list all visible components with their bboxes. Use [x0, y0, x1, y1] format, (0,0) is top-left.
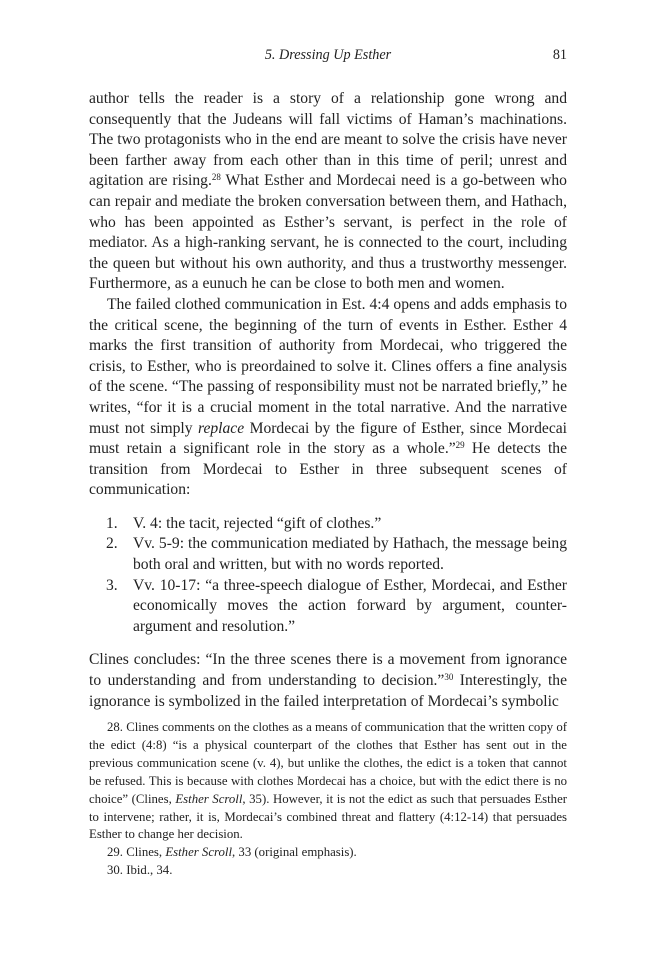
- list-item-text: Vv. 10-17: “a three-speech dialogue of Esther, Mordecai, and Esther economically moves the action forward by argument, counter-argument and resolution.”: [133, 576, 567, 635]
- footnotes: [89, 719, 567, 880]
- footnote-28: [89, 719, 567, 844]
- paragraph-2-text: The failed clothed communication in Est. 4:4 opens and adds emphasis to the critical scene, the beginning of the turn of events in Esther. Esther 4 marks the first transition of authority from Mordecai, who triggered the crisis, to Esther, who is preordained to solve it. Clines offers a fine analysis of the scene. “The passing of responsibility must not be narrated briefly,” he writes, “for it is a crucial moment in the total narrative. And the narrative must not simply: [89, 295, 567, 437]
- running-head: 5. Dressing Up Esther: [264, 47, 392, 63]
- scene-list: [89, 514, 567, 638]
- list-number: 3.: [106, 576, 118, 594]
- list-number: 2.: [106, 535, 118, 553]
- footnote-30: [89, 862, 567, 880]
- footnote-ref-29: 29: [455, 440, 465, 451]
- list-item: [89, 534, 567, 575]
- list-number: 1.: [106, 514, 118, 532]
- footnote-text-cont: , 33 (original emphasis).: [232, 845, 357, 860]
- paragraph-2-text-end: He detects the transition from Mordecai to Esther in three subsequent scenes of communication:: [89, 440, 567, 499]
- paragraph-2-text-cont: Mordecai by the figure of Esther, since Mordecai must retain a significant role in the story as a whole.”: [89, 419, 568, 458]
- paragraph-3-text: Clines concludes: “In the three scenes there is a movement from ignorance to understanding and from understanding to decision.”: [89, 651, 567, 690]
- paragraph-2-emphasis: replace: [197, 419, 245, 437]
- footnote-29: [89, 844, 567, 862]
- paragraph-1-text: author tells the reader is a story of a relationship gone wrong and consequently that the Judeans will fall victims of Haman’s machinations. The two protagonists who in the end are meant to solve the crisis have never been farther away from each other than in this time of peril; unrest and agitation are rising.: [89, 90, 567, 190]
- list-item: [89, 576, 567, 638]
- paragraph-3-text-cont: Interestingly, the ignorance is symbolized in the failed interpretation of Mordecai’s symbolic: [89, 672, 567, 710]
- list-item: [89, 514, 567, 535]
- list-item-text: V. 4: the tacit, rejected “gift of clothes.”: [133, 514, 382, 532]
- footnote-text: Clines,: [123, 845, 166, 860]
- footnote-text: Clines comments on the clothes as a means of communication that the written copy of the edict (4:8) “is a physical counterpart of the clothes that Esther has sent out in the previous communication scene (v. 4), but unlike the clothes, the edict is a token that cannot be refused. This is because with clothes Mordecai has a choice, but with the edict there is no choice” (Clines,: [89, 720, 567, 806]
- paragraph-1: [89, 89, 567, 295]
- footnote-ref-30: 30: [444, 672, 454, 683]
- paragraph-2: [89, 295, 567, 501]
- footnote-number: 30.: [107, 863, 123, 878]
- main-text: [89, 89, 567, 712]
- footnote-book-title: Esther Scroll: [165, 845, 233, 860]
- footnote-book-title: Esther Scroll: [175, 791, 243, 806]
- page-number: 81: [552, 47, 567, 63]
- footnote-text-cont: , 35). However, it is not the edict as such that persuades Esther to intervene; rather, it is, Mordecai’s combined threat and flattery (4:12-14) that persuades Esther to change her decision.: [89, 791, 568, 842]
- footnote-ref-28: 28: [211, 172, 221, 183]
- footnote-number: 29.: [107, 845, 123, 860]
- footnote-number: 28.: [107, 720, 123, 734]
- paragraph-1-text-cont: What Esther and Mordecai need is a go-between who can repair and mediate the broken conversation between them, and Hathach, who has been appointed as Esther’s servant, is perfect in the role of mediator. As a high-ranking servant, he is connected to the court, including the queen but without his own authority, and thus a trustworthy messenger. Furthermore, as a eunuch he can be close to both men and women.: [89, 172, 567, 293]
- page-header: [89, 47, 567, 67]
- list-item-text: Vv. 5-9: the communication mediated by Hathach, the message being both oral and written, but with no words reported.: [133, 535, 567, 574]
- footnote-text: Ibid., 34.: [123, 863, 173, 878]
- paragraph-3: [89, 650, 567, 712]
